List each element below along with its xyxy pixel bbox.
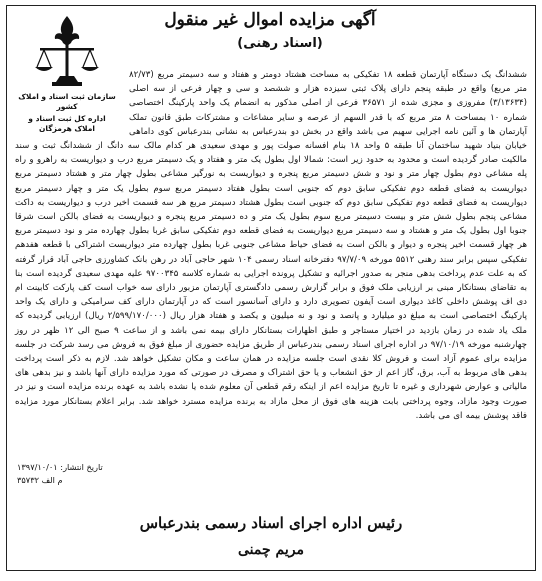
publication-date: تاریخ انتشار: ۱۳۹۷/۱۰/۰۱ bbox=[17, 462, 103, 472]
file-number: م الف ۳۵۷۳۲ bbox=[17, 475, 63, 485]
publication-meta bbox=[17, 461, 103, 487]
signatory-title: رئیس اداره اجرای اسناد رسمی بندرعباس bbox=[139, 514, 403, 532]
org-name-line1: سازمان ثبت اسناد و املاک کشور bbox=[18, 92, 116, 111]
signatory-name: مریم چمنی bbox=[238, 542, 304, 558]
org-name-line2: اداره کل ثبت اسناد و املاک هرمزگان bbox=[28, 114, 106, 133]
notice-title: آگهی مزایده اموال غیر منقول bbox=[164, 10, 376, 30]
notice-page bbox=[6, 5, 536, 571]
emblem-spacer bbox=[19, 66, 129, 136]
notice-body-text: ششدانگ یک دستگاه آپارتمان قطعه ۱۸ تفکیکی به مساحت هشتاد دومتر و هفتاد و سه دسیمتر مربع (۸۲/۷۳ متر مربع) واقع در طبقه پنجم دارای پلاک ثبتی سیزده هزار و ششصد و سی و چهار فرعی از سه اصلی (۳/۱۳۶۳۴) مفروزی و مجزی شده از ۳۶۵۷۱ فرعی از اصلی مذکور به انضمام یک واحد پارکینگ اختصاصی شماره ۱۰ بمساحت ۸ متر مربع که با قدر السهم از عرصه و سایر مشاعات و مشترکات طبق قانون تملک آپارتمان ها و آئین نامه اجرایی سهیم می باشد واقع در بخش دو بندرعباس به نشانی بندرعباس کوی داماهی خیابان بنیاد شهید ساختمان آنا طبقه ۵ واحد ۱۸ بنام افسانه صولت پور و مهدی سعیدی هر کدام مالک سه دانگ از ششدانگ ثبت و سند مالکیت صادر گردیده است و محدود به حدود زیر است: شمالا اول بطول یک متر و هفتاد و یک دسیمتر مربع درب و دیواریست به راهرو و راه پله مشاعی دوم بطول چهار متر و نود و شش دسیمتر مربع پنجره و دیواریست به نورگیر مشاعی بطول چهار متر و هشتاد دسیمتر مربع دیواریست به فضای قطعه دوم تفکیکی سابق دوم که جنوبی است بطول هفتاد دسیمتر مربع سوم بطول یک متر و چهار دسیمتر مربع دیواریست به فضای قطعه دوم تفکیکی سابق دوم که جنوبی است بطول هشتاد دسیمتر مربع هر سه قسمت اخیر درب و دیواریست به داکت مشاعی پنجم بطول شش متر و بیست دسیمتر مربع سوم بطول یک متر و ده دسیمتر مربع پنجره و دیواریست به فضای بالکن است شرقا جنوبا اول بطول یک متر و هشتاد و سه دسیمتر مربع دیواریست به فضای قطعه دوم تفکیکی سابق غربا بطول چهارده متر و نود دسیمتر مربع هر چهار قسمت اخیر پنجره و دیوار و بالکن است به فضای حیاط مشاعی جنوبی غربا بطول چهارده متر دیواریست اشتراکی با قطعه هفدهم تفکیکی سپس برابر سند رهنی ۵۵۱۲ مورخه ۹۷/۷/۰۹ دفترخانه اسناد رسمی ۱۰۴ شهر حاجی آباد در رهن بانک کشاورزی حاجی آباد قرار گرفته که به علت عدم پرداخت بدهی منجر به صدور اجرائیه و تشکیل پرونده اجرایی به شماره کلاسه ۹۷۰۰۳۴۵ علیه مهدی سعیدی گردیده است بنا به تقاضای بستانکار مبنی بر ارزیابی ملک فوق و برابر گزارش رسمی دادگستری آپارتمان مزبور دارای سه خواب است کف پارکت کابینت ام دی اف پوشش داخلی کاغذ دیواری است آیفون تصویری دارد و دارای آسانسور است که در آپارتمان دارای کف سرامیکی و دارای یک واحد پارکینگ اختصاصی است به مبلغ دو میلیارد و پانصد و نود و نه میلیون و یکصد و هفتاد هزار ریال (۲/۵۹۹/۱۷۰/۰۰۰ ریال) ارزیابی گردیده که ملک یاد شده در زمان بازدید در اختیار مستاجر و طبق اظهارات بستانکار دارای بیمه نمی باشد و از ساعت ۹ صبح الی ۱۲ ظهر در روز چهارشنبه مورخه ۹۷/۱۰/۱۹ در اداره اجرای اسناد رسمی بندرعباس از طریق مزایده حضوری از مبلغ فوق به فروش می رسد شرکت در جلسه مزایده برای عموم آزاد است و فروش کلا نقدی است جلسه مزایده در همان ساعت و مکان تشکیل خواهد شد. لازم به ذکر است پرداخت بدهی های مربوط به آب، برق، گاز اعم از حق انشعاب و یا حق اشتراک و مصرف در صورتی که مورد مزایده دارای آنها باشد و نیز بدهی های مالیاتی و عوارض شهرداری و غیره تا تاریخ مزایده اعم از اینکه رقم قطعی آن معلوم شده یا نشده باشد به عهده برنده مزایده است و نیز در صورت وجود مازاد، وجوه پرداختی بابت هزینه های فوق از محل مازاد به برنده مزایده مسترد خواهد شد. برابر اعلام بستانکار مورد مزایده فاقد پوشش بیمه ای می باشد. bbox=[15, 70, 528, 421]
notice-subtitle: (اسناد رهنی) bbox=[237, 36, 323, 51]
notice-body bbox=[15, 68, 527, 423]
signature-block bbox=[7, 514, 535, 558]
